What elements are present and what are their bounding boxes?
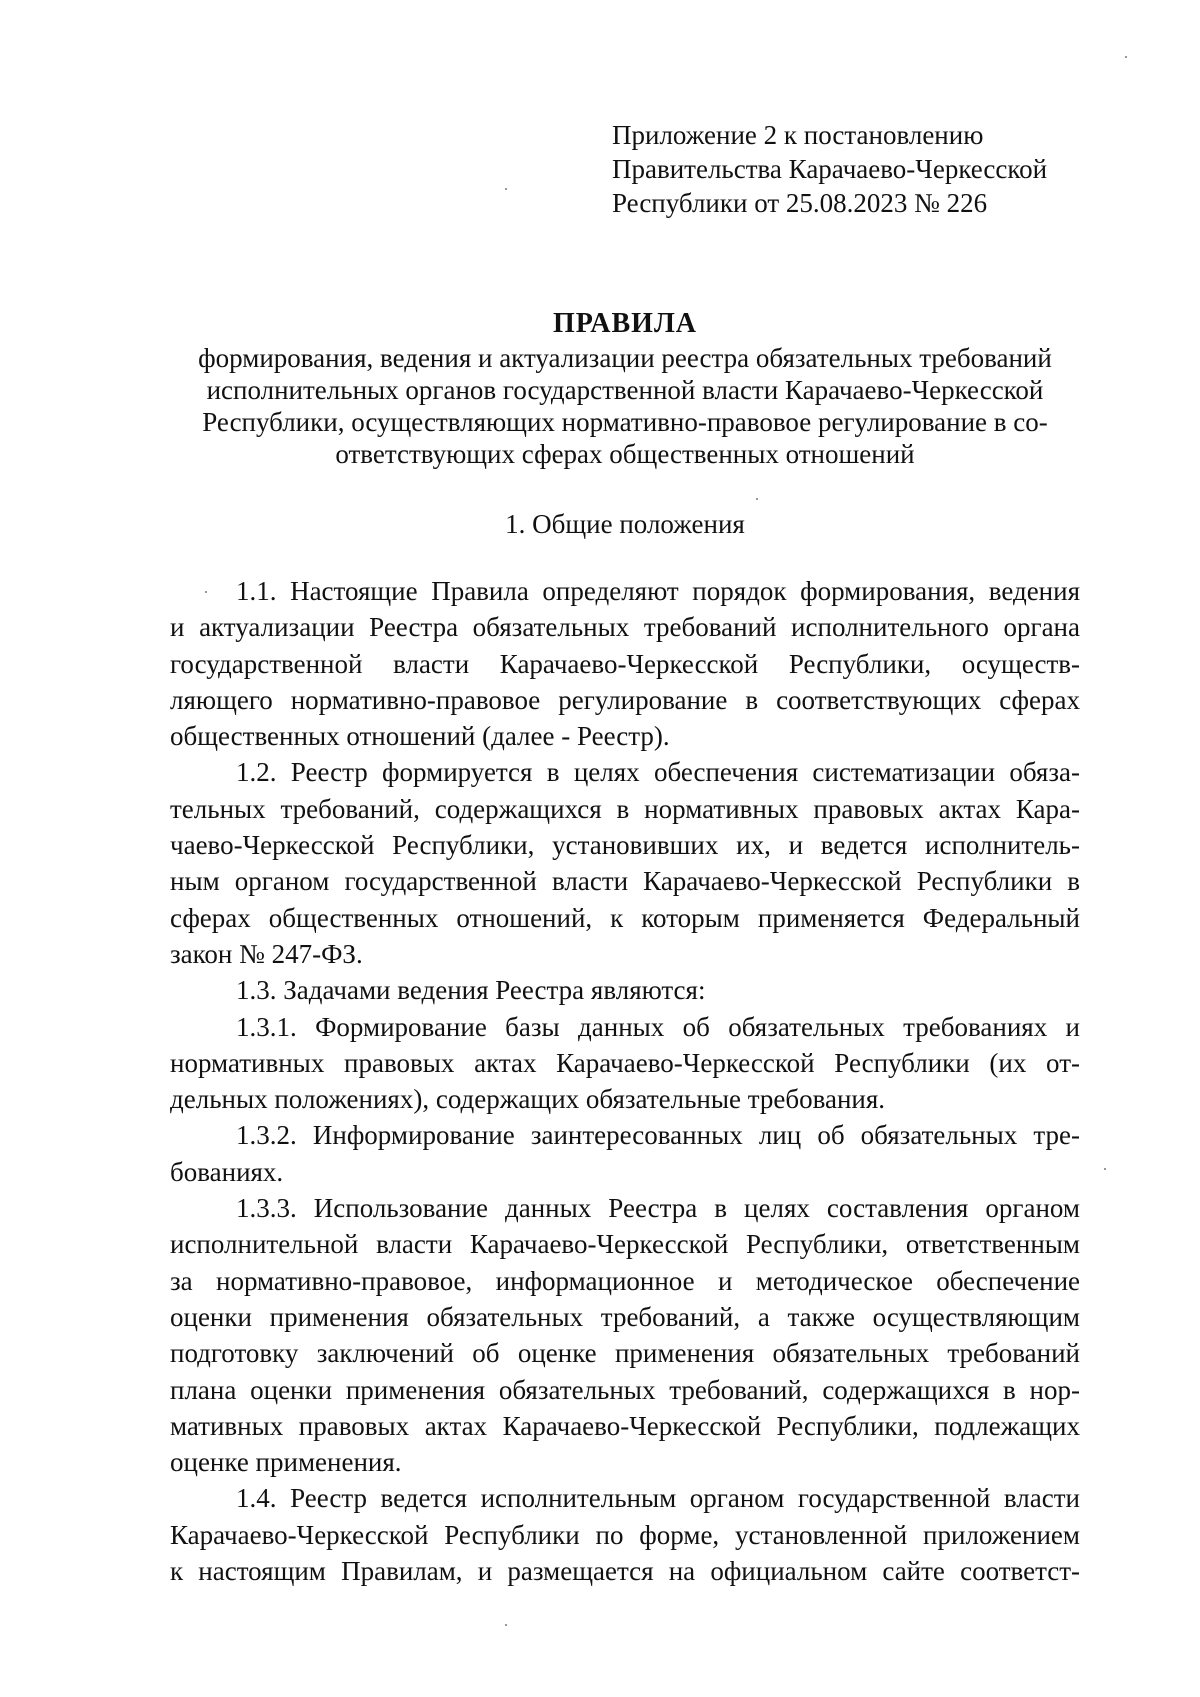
text-line: 1.1. Настоящие Правила определяют порядок формирования, ведения [236,576,1080,606]
text-line: оценки применения обязательных требований, а также осуществляющим [170,1301,1080,1332]
scan-speck [505,1624,507,1626]
text-line: государственной власти Карачаево-Черкесской Республики, осуществ- [170,648,1080,679]
scan-speck [505,188,507,190]
text-line: за нормативно-правовое, информационное и методическое обеспечение [170,1265,1080,1296]
text-line: 1.3.1. Формирование базы данных об обязательных требованиях и [236,1011,1080,1042]
scan-speck [1104,1168,1106,1170]
appendix-header-line: Республики от 25.08.2023 № 226 [612,188,988,218]
section-heading: 1. Общие положения [505,509,745,539]
text-line: ным органом государственной власти Карачаево-Черкесской Республики в [170,866,1080,897]
text-line: чаево-Черкесской Республики, установивших их, и ведется исполнитель- [170,830,1080,861]
paragraph-1-2 [170,754,1080,972]
paragraph-1-3 [170,972,1080,1008]
text-line: оценке применения. [170,1447,402,1478]
text-line: 1.3.3. Использование данных Реестра в целях составления органом [236,1193,1080,1224]
text-line: и актуализации Реестра обязательных требований исполнительного органа [170,612,1080,643]
appendix-header-line: Приложение 2 к постановлению [612,120,984,150]
appendix-header-line: Правительства Карачаево-Черкесской [612,154,1048,184]
text-line: общественных отношений (далее - Реестр). [170,721,670,752]
text-line: 1.3. Задачами ведения Реестра являются: [236,975,706,1006]
text-line: дельных положениях), содержащих обязательные требования. [170,1084,886,1115]
text-line: бованиях. [170,1156,284,1187]
text-line: исполнительной власти Карачаево-Черкесской Республики, ответственным [170,1229,1080,1260]
text-line: закон № 247-ФЗ. [170,938,363,969]
appendix-header [612,118,1132,220]
document-body [170,573,1080,1589]
document-subtitle [170,342,1080,470]
text-line: к настоящим Правилам, и размещается на официальном сайте соответст- [170,1556,1080,1587]
text-line: 1.2. Реестр формируется в целях обеспечения систематизации обяза- [236,757,1080,788]
paragraph-1-4 [170,1480,1080,1589]
text-line: 1.4. Реестр ведется исполнительным органом государственной власти [236,1483,1080,1514]
document-title-block [170,306,1080,470]
document-title: ПРАВИЛА [552,308,698,339]
paragraph-1-3-1 [170,1009,1080,1118]
text-line: тельных требований, содержащихся в нормативных правовых актах Кара- [170,793,1080,824]
text-line: ляющего нормативно-правовое регулирование в соответствующих сферах [170,684,1080,715]
scan-speck [205,591,207,593]
text-line: мативных правовых актах Карачаево-Черкесской Республики, подлежащих [170,1410,1080,1441]
paragraph-1-3-3 [170,1190,1080,1480]
text-line: 1.3.2. Информирование заинтересованных лиц об обязательных тре- [236,1120,1080,1151]
paragraph-1-3-2 [170,1117,1080,1190]
text-line: плана оценки применения обязательных требований, содержащихся в нор- [170,1374,1080,1405]
text-line: Карачаево-Черкесской Республики по форме, установленной приложением [170,1519,1080,1550]
text-line: нормативных правовых актах Карачаево-Черкесской Республики (их от- [170,1047,1080,1078]
text-line: сферах общественных отношений, к которым применяется Федеральный [170,902,1080,933]
text-line: подготовку заключений об оценке применения обязательных требований [170,1338,1080,1369]
subtitle-line: исполнительных органов государственной власти Карачаево-Черкесской [206,375,1044,405]
paragraph-1-1 [170,573,1080,754]
subtitle-line: ответствующих сферах общественных отношений [335,439,915,469]
subtitle-line: формирования, ведения и актуализации реестра обязательных требований [198,343,1052,373]
subtitle-line: Республики, осуществляющих нормативно-правовое регулирование в со- [202,407,1048,437]
scan-speck [756,498,758,500]
scan-speck [1125,56,1127,58]
